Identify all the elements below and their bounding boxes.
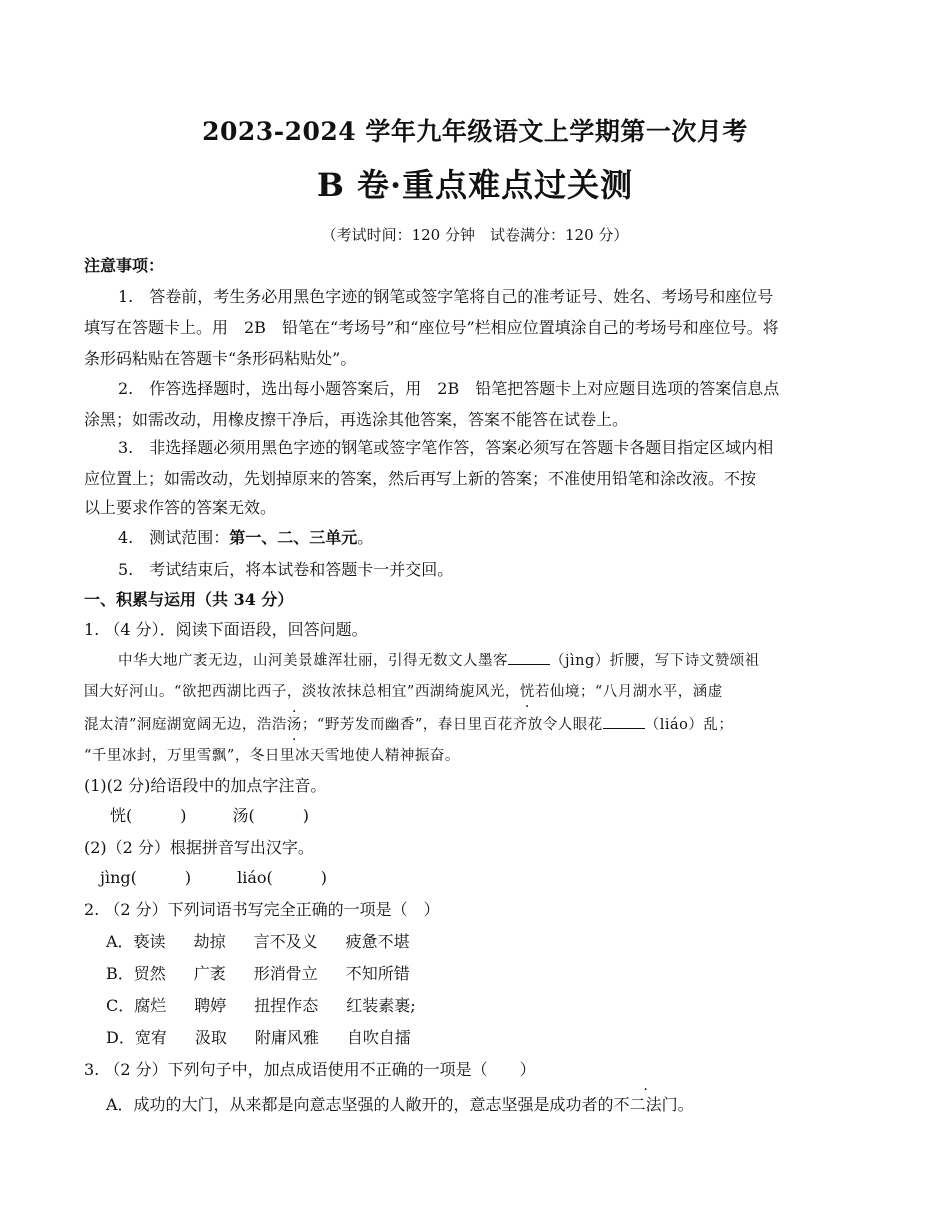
note-line: 填写在答题卡上。用 2B 铅笔在“考场号”和“座位号”栏相应位置填涂自己的考场号和座位号。将	[84, 318, 779, 337]
question-2-stem: 2. （2 分）下列词语书写完全正确的一项是（ ）	[84, 900, 440, 919]
dotted-idiom: 不二法门	[613, 1095, 678, 1114]
exam-title: 2023-2024 学年九年级语文上学期第一次月考	[202, 117, 748, 146]
answer-slot[interactable]: 汤( )	[232, 806, 309, 825]
note-line: 条形码粘贴在答题卡“条形码粘贴处”。	[84, 349, 357, 368]
note4-prefix: 4. 测试范围：	[118, 528, 230, 547]
passage-line: 混太清”洞庭湖宽阔无边，浩浩汤；“野芳发而幽香”，春日里百花齐放令人眼花 （liáo）乱；	[84, 714, 884, 735]
answer-blank[interactable]	[508, 650, 550, 665]
answer-row	[110, 806, 910, 826]
question-3-stem: 3. （2 分）下列句子中，加点成语使用不正确的一项是（ ）	[84, 1060, 536, 1079]
note-line: 3. 非选择题必须用黑色字迹的钢笔或签字笔作答，答案必须写在答题卡各题目指定区域内相	[118, 438, 774, 457]
note-line: 涂黑；如需改动，用橡皮擦干净后，再选涂其他答案，答案不能答在试卷上。	[84, 410, 629, 429]
question-1-sub1: (1)(2 分)给语段中的加点字注音。	[84, 776, 327, 795]
note-line: 2. 作答选择题时，选出每小题答案后，用 2B 铅笔把答题卡上对应题目选项的答案信息点	[118, 379, 780, 398]
notes-heading: 注意事项：	[84, 256, 165, 275]
option-row[interactable]: A．成功的大门，从来都是向意志坚强的人敞开的，意志坚强是成功者的不二法门。	[106, 1095, 694, 1114]
note-line: 1. 答卷前，考生务必用黑色字迹的钢笔或签字笔将自己的准考证号、姓名、考场号和座位号	[118, 287, 774, 306]
exam-info: （考试时间：120 分钟 试卷满分：120 分）	[321, 226, 629, 244]
dotted-char: 恍	[519, 684, 535, 700]
answer-row	[100, 868, 900, 888]
option-row[interactable]: A．亵读 劫掠 言不及义 疲惫不堪	[106, 932, 410, 951]
question-1-sub2: (2)（2 分）根据拼音写出汉字。	[84, 838, 314, 857]
note-line: 应位置上；如需改动，先划掉原来的答案，然后再写上新的答案；不准使用铅笔和涂改液。不按	[84, 469, 757, 488]
note4-scope: 第一、二、三单元	[229, 528, 358, 547]
note-line: 以上要求作答的答案无效。	[84, 498, 277, 517]
passage-line: “千里冰封，万里雪飘”，冬日里冰天雪地使人精神振奋。	[84, 748, 460, 764]
dotted-char: 汤	[286, 717, 302, 733]
exam-subtitle: B 卷·重点难点过关测	[316, 166, 634, 204]
question-1-stem: 1. （4 分）．阅读下面语段，回答问题。	[84, 620, 368, 639]
note4-end: 。	[357, 528, 374, 547]
option-row[interactable]: C．腐烂 聘婷 扭捏作态 红装素裹;	[106, 996, 416, 1015]
answer-slot[interactable]: jìng( )	[100, 868, 192, 887]
answer-slot[interactable]: 恍( )	[110, 806, 187, 825]
passage-line: 中华大地广袤无边，山河美景雄浑壮丽，引得无数文人墨客 （jìng）折腰，写下诗文赞颂祖	[118, 650, 918, 671]
option-row[interactable]: B．贸然 广袤 形消骨立 不知所错	[106, 964, 410, 983]
option-row[interactable]: D．宽宥 汲取 附庸风雅 自吹自擂	[106, 1028, 411, 1047]
section-heading: 一、积累与运用（共 34 分）	[84, 590, 294, 609]
note-line: 5. 考试结束后，将本试卷和答题卡一并交回。	[118, 560, 454, 579]
answer-blank[interactable]	[603, 714, 645, 729]
answer-slot[interactable]: liáo( )	[237, 868, 328, 887]
passage-line: 国大好河山。“欲把西湖比西子，淡妆浓抹总相宜”西湖绮旎风光，恍若仙境；“八月湖水平，涵虚	[84, 684, 723, 700]
note-line-scope	[118, 528, 918, 548]
